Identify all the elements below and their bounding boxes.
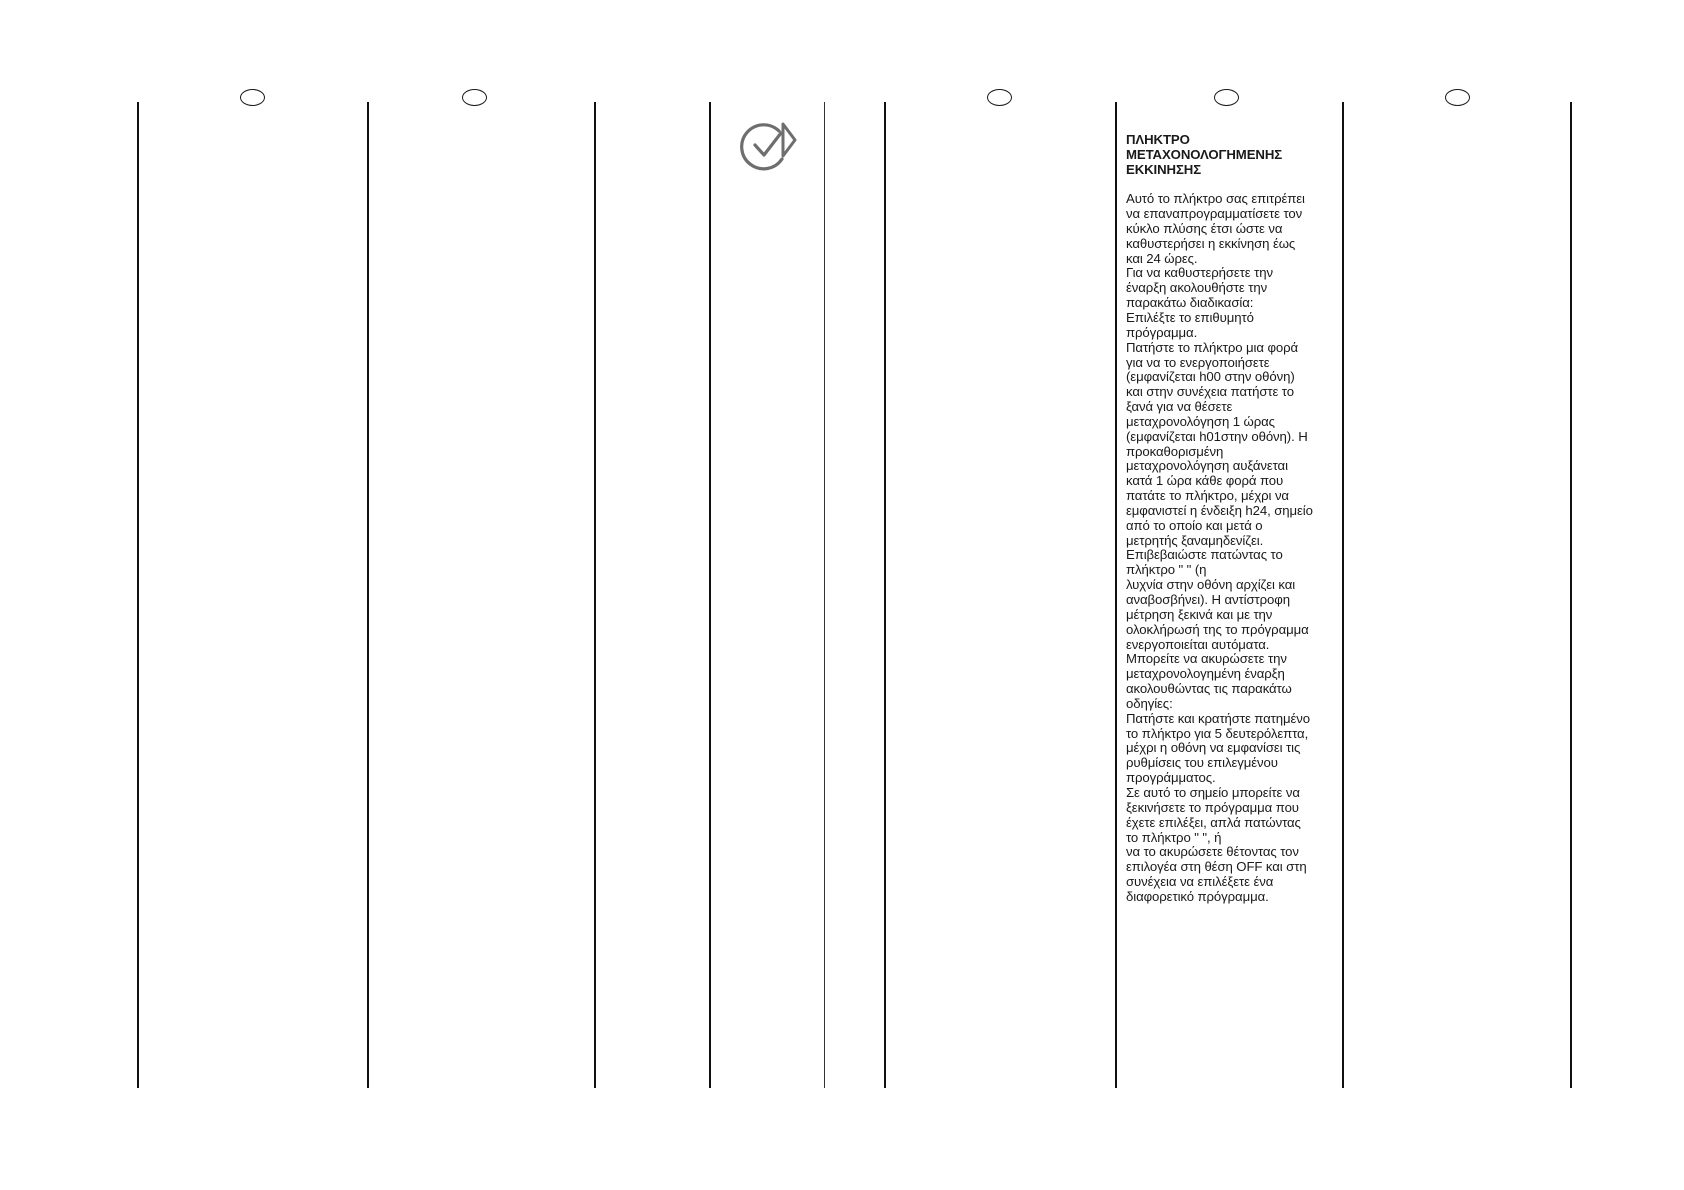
column-rule-7 [1115,102,1117,1088]
language-marker-oval [1214,89,1239,106]
column-rule-5 [824,102,825,1088]
delay-start-section [1126,118,1344,920]
language-marker-oval [240,89,265,106]
column-rule-4 [709,102,711,1088]
language-marker-oval [1445,89,1470,106]
column-rule-6 [884,102,886,1088]
section-body: Αυτό το πλήκτρο σας επιτρέπει να επαναπρογραμματίσετε τον κύκλο πλύσης έτσι ώστε να καθυστερήσει η εκκίνηση έως και 24 ώρες. Για να καθυστερήσετε την έναρξη ακολουθήστε την παρακάτω διαδικασία: Επιλέξτε το επιθυμητό πρόγραμμα. Πατήστε το πλήκτρο μια φορά για να το ενεργοποιήσετε (εμφανίζεται h00 στην οθόνη) και στην συνέχεια πατήστε το ξανά για να θέσετε μεταχρονολόγηση 1 ώρας (εμφανίζεται h01στην οθόνη). Η προκαθορισμένη μεταχρονολόγηση αυξάνεται κατά 1 ώρα κάθε φορά που πατάτε το πλήκτρο, μέχρι να εμφανιστεί η ένδειξη h24, σημείο από το οποίο και μετά ο μετρητής ξαναμηδενίζει. Επιβεβαιώστε πατώντας το πλήκτρο " " (η λυχνία στην οθόνη αρχίζει και αναβοσβήνει). Η αντίστροφη μέτρηση ξεκινά και με την ολοκλήρωσή της το πρόγραμμα ενεργοποιείται αυτόματα. Μπορείτε να ακυρώσετε την μεταχρονολογημένη έναρξη ακολουθώντας τις παρακάτω οδηγίες: Πατήστε και κρατήστε πατημένο το πλήκτρο για 5 δευτερόλεπτα, μέχρι η οθόνη να εμφανίσει τις ρυθμίσεις του επιλεγμένου προγράμματος. Σε αυτό το σημείο μπορείτε να ξεκινήσετε το πρόγραμμα που έχετε επιλέξει, απλά πατώντας το πλήκτρο " ", ή να το ακυρώσετε θέτοντας τον επιλογέα στη θέση OFF και στη συνέχεια να επιλέξετε ένα διαφορετικό πρόγραμμα. [1126,191,1313,904]
language-marker-oval [462,89,487,106]
column-rule-1 [137,102,139,1088]
column-rule-2 [367,102,369,1088]
column-rule-9 [1570,102,1572,1088]
section-heading: ΠΛΗΚΤΡΟ ΜΕΤΑΧΟΝΟΛΟΓΗΜΕΝΗΣ ΕΚΚΙΝΗΣΗΣ [1126,131,1283,177]
language-marker-oval [987,89,1012,106]
column-rule-3 [594,102,596,1088]
delay-start-icon [739,119,797,175]
